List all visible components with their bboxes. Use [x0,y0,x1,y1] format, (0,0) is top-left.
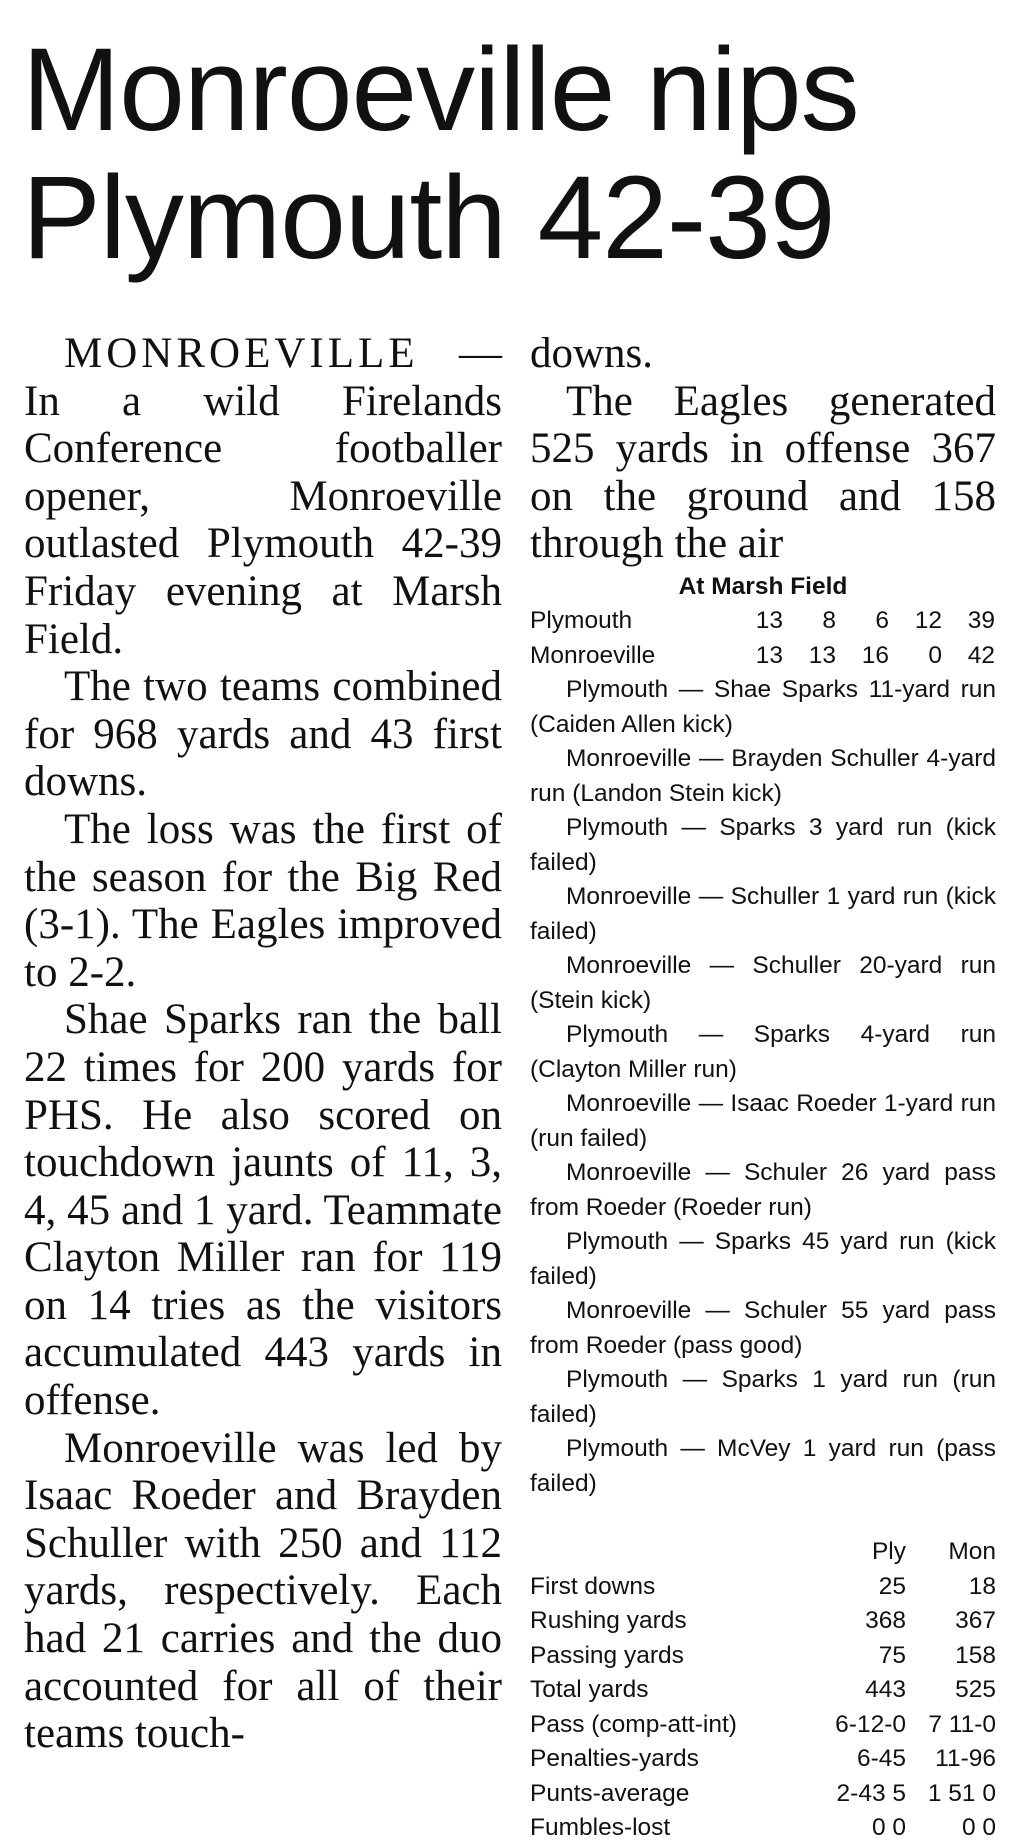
article-paragraph: The Eagles generated 525 yards in offense 367 on the ground and 158 through the air [530,377,996,568]
stats-header-spacer [530,1535,816,1570]
scoring-play: Monroeville — Isaac Roeder 1-yard run (run failed) [530,1090,996,1152]
article-paragraph [24,330,502,663]
linescore-row [530,639,996,674]
linescore-q4: 0 [928,641,942,669]
linescore-row [530,604,996,639]
stat-row [530,1604,996,1639]
stat-label: First downs [530,1572,656,1600]
scoring-play: Plymouth — Sparks 45 yard run (kick failed) [530,1228,996,1290]
scoring-play: Plymouth — Sparks 4-yard run (Clayton Miller run) [530,1021,996,1083]
paragraph-text: — In a wild Firelands Conference footballer opener, Monroeville outlasted Plymouth 42-39 Friday evening at Marsh Field. [24,330,502,663]
stat-ply: 25 [878,1572,906,1600]
scoring-play: Plymouth — Shae Sparks 11-yard run (Caiden Allen kick) [530,676,996,738]
stat-row [530,1811,996,1846]
scoring-play: Monroeville — Schuler 55 yard pass from Roeder (pass good) [530,1297,996,1359]
stat-row [530,1639,996,1674]
scoring-play: Monroeville — Schuler 26 yard pass from Roeder (Roeder run) [530,1159,996,1221]
stat-mon: 11-96 [935,1745,996,1773]
stat-row [530,1570,996,1605]
stat-ply: 0 0 [871,1814,906,1842]
scoring-play: Monroeville — Schuller 20-yard run (Stein kick) [530,952,996,1014]
stat-row [530,1708,996,1743]
stat-label: Rushing yards [530,1607,687,1635]
stat-mon: 158 [955,1641,996,1669]
stats-header-ply: Ply [871,1538,906,1566]
scoring-play: Plymouth — Sparks 1 yard run (run failed) [530,1366,996,1428]
linescore-final: 39 [967,607,995,635]
stat-label: Passing yards [530,1641,684,1669]
linescore-q4: 12 [914,607,942,635]
stat-mon: 18 [968,1572,996,1600]
article-paragraph: Shae Sparks ran the ball 22 times for 200 yards for PHS. He also scored on touchdown jaunts of 11, 3, 4, 45 and 1 yard. Teammate Clayton Miller ran for 119 on 14 tries as the visitors accumulated 443 yards in offense. [24,996,502,1425]
linescore-q3: 16 [861,641,889,669]
stat-ply: 2-43 5 [836,1779,906,1807]
stats-header [530,1535,996,1570]
linescore-q2: 13 [808,641,836,669]
stat-mon: 7 11-0 [928,1710,996,1738]
stat-label: Penalties-yards [530,1745,699,1773]
scoring-play: Plymouth — Sparks 3 yard run (kick failed) [530,814,996,876]
scoring-summary [530,673,996,1501]
article-continuation: downs. [530,330,654,377]
stats-header-mon: Mon [948,1538,996,1566]
linescore-q1: 13 [755,641,783,669]
stat-label: Total yards [530,1676,649,1704]
stat-label: Pass (comp-att-int) [530,1710,737,1738]
stat-ply: 6-12-0 [835,1710,906,1738]
stat-mon: 1 51 0 [927,1779,996,1807]
stat-ply: 6-45 [856,1745,906,1773]
headline-line-1: Monroeville nips [22,24,859,156]
team-stats [530,1535,996,1846]
stat-row [530,1777,996,1812]
linescore-team: Monroeville [530,641,656,669]
stat-row [530,1742,996,1777]
stat-mon: 0 0 [961,1814,996,1842]
linescore-q3: 6 [875,607,889,635]
stat-row [530,1673,996,1708]
box-score-title: At Marsh Field [678,572,848,600]
linescore-q2: 8 [822,607,836,635]
linescore-final: 42 [967,641,995,669]
scoring-play: Monroeville — Brayden Schuller 4-yard run (Landon Stein kick) [530,745,996,807]
headline-line-2: Plymouth 42-39 [22,152,835,284]
article-column-right [530,330,996,1846]
article-paragraph: The loss was the first of the season for the Big Red (3-1). The Eagles improved to 2-2. [24,805,502,996]
article-paragraph: The two teams combined for 968 yards and 43 first downs. [24,663,502,806]
stat-ply: 368 [865,1607,906,1635]
scoring-play: Monroeville — Schuller 1 yard run (kick failed) [530,883,996,945]
stat-label: Punts-average [530,1779,690,1807]
stat-mon: 525 [955,1676,996,1704]
scoring-play: Plymouth — McVey 1 yard run (pass failed) [530,1435,996,1497]
stat-mon: 367 [955,1607,996,1635]
box-score [530,570,996,1846]
stat-ply: 443 [865,1676,906,1704]
linescore-team: Plymouth [530,607,633,635]
stat-ply: 75 [878,1641,906,1669]
dateline: MONROEVILLE [64,330,419,377]
stat-label: Fumbles-lost [530,1814,671,1842]
article-paragraph: Monroeville was led by Isaac Roeder and Brayden Schuller with 250 and 112 yards, respectively. Each had 21 carries and the duo accounted for all of their teams touch- [24,1424,502,1758]
headline [22,26,1002,282]
linescore-q1: 13 [755,607,783,635]
article-column-left [24,330,502,1758]
